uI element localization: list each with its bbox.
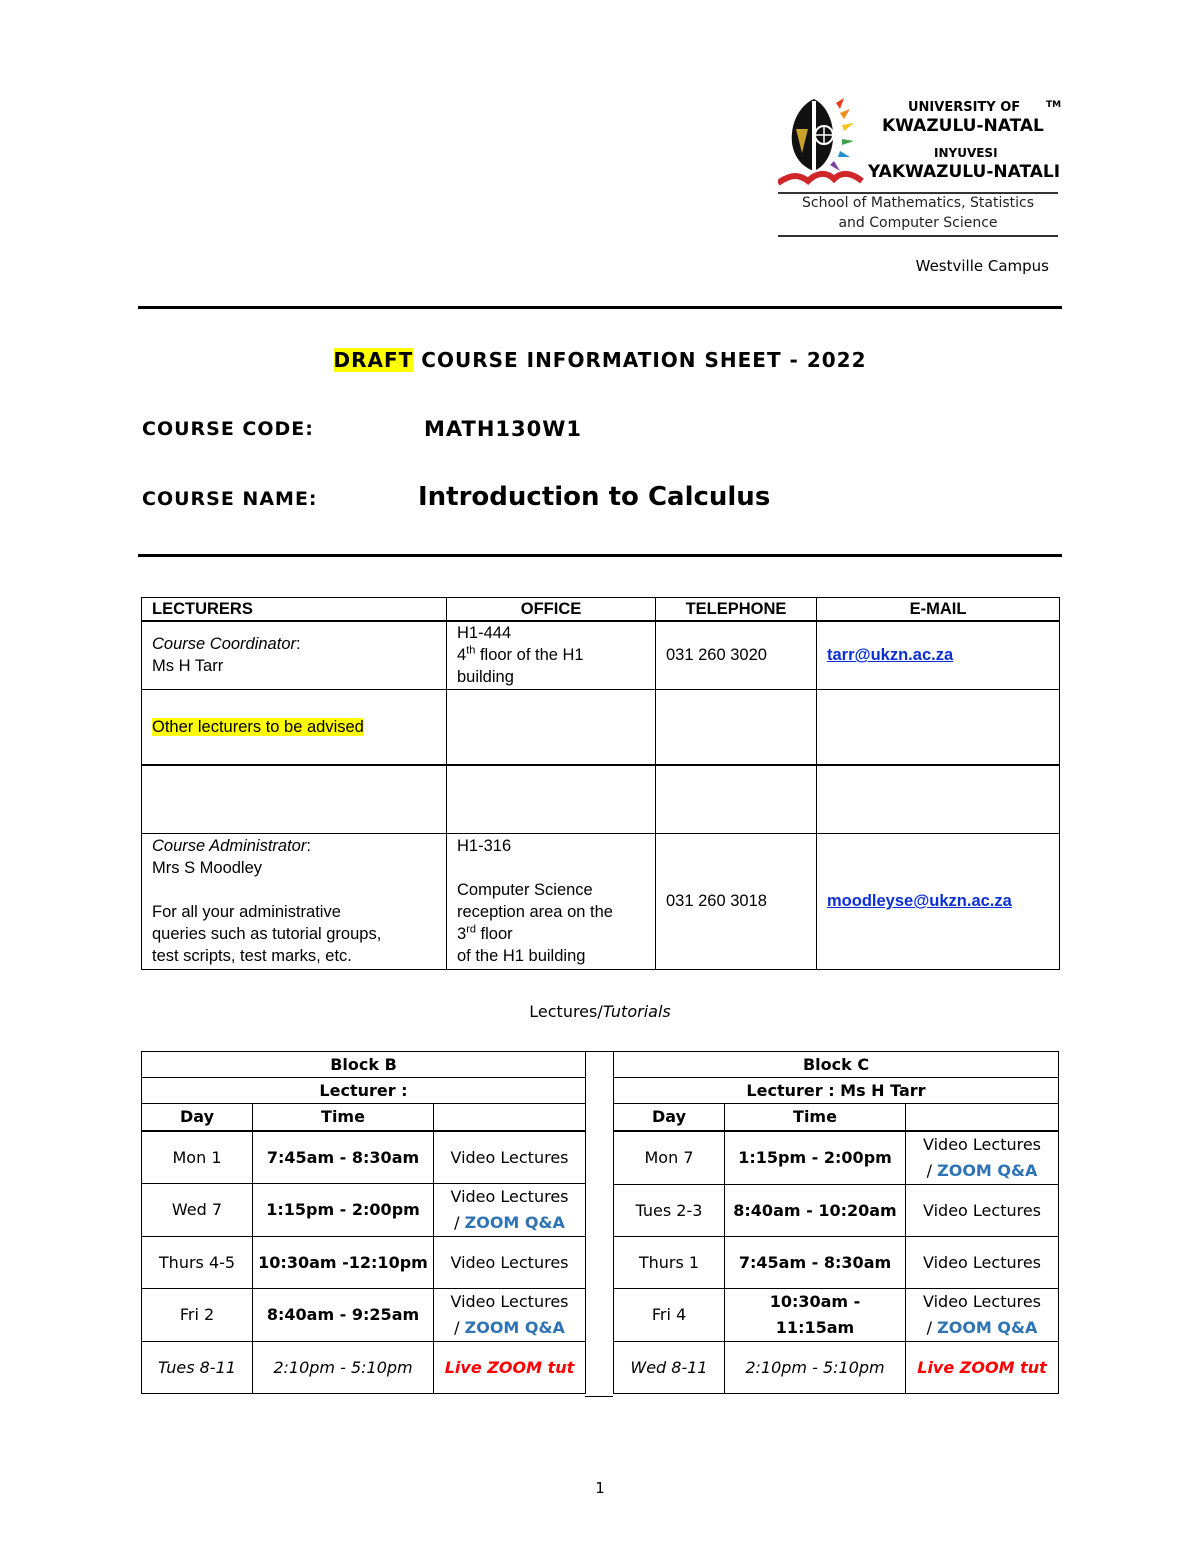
timetable-heading-tutorials: Tutorials — [602, 1002, 671, 1021]
coordinator-role-colon: : — [296, 635, 301, 654]
header-telephone: TELEPHONE — [656, 598, 817, 622]
row-day: Fri 4 — [614, 1289, 725, 1342]
logo-kwazulu-natal: KWAZULU-NATAL — [882, 116, 1044, 136]
administrator-role-colon: : — [306, 837, 311, 855]
coordinator-email-cell — [817, 621, 1060, 689]
activity-separator: / — [926, 1161, 938, 1180]
other-lecturers-row — [142, 689, 1060, 765]
administrator-note-line: queries such as tutorial groups, — [152, 925, 382, 943]
block-c-day-header: Day — [614, 1104, 725, 1132]
block-c-timetable — [613, 1051, 1059, 1394]
administrator-floor-text: floor — [475, 925, 513, 943]
activity-separator: / — [454, 1213, 465, 1232]
administrator-role: Course Administrator — [152, 837, 307, 855]
logo-divider-bottom — [778, 235, 1058, 237]
empty-cell — [656, 689, 817, 765]
block-b-column-header-row — [142, 1104, 586, 1132]
activity-video: Video Lectures — [450, 1187, 569, 1206]
coordinator-cell — [142, 621, 447, 689]
activity-zoom: ZOOM Q&A — [937, 1318, 1038, 1337]
course-code-label: COURSE CODE: — [142, 418, 314, 440]
blank-row — [142, 765, 1060, 833]
administrator-office-line: Computer Science — [457, 881, 593, 899]
row-time: 10:30am - 11:15am — [725, 1289, 906, 1342]
coordinator-office — [447, 621, 656, 689]
administrator-email-cell — [817, 833, 1060, 969]
row-time: 8:40am - 9:25am — [253, 1289, 434, 1342]
top-rule — [138, 306, 1062, 309]
empty-cell — [817, 689, 1060, 765]
timetable-row — [142, 1184, 586, 1237]
row-time: 1:15pm - 2:00pm — [725, 1131, 906, 1185]
row-time: 10:30am -12:10pm — [253, 1237, 434, 1289]
activity-zoom: ZOOM Q&A — [464, 1318, 565, 1337]
block-c-title: Block C — [614, 1052, 1059, 1078]
administrator-floor-number: 3 — [457, 925, 467, 943]
block-b-title-row — [142, 1052, 586, 1078]
row-time: 7:45am - 8:30am — [725, 1237, 906, 1289]
campus-name: Westville Campus — [915, 257, 1049, 275]
row-day: Thurs 1 — [614, 1237, 725, 1289]
timetable-row — [614, 1289, 1059, 1342]
row-day: Tues 2-3 — [614, 1185, 725, 1237]
empty-cell — [656, 765, 817, 833]
row-time: 2:10pm - 5:10pm — [253, 1342, 434, 1394]
activity-video: Video Lectures — [450, 1292, 569, 1311]
timetable-row — [614, 1342, 1059, 1394]
block-c-time-header: Time — [725, 1104, 906, 1132]
coordinator-office-building: building — [457, 668, 514, 687]
other-lecturers-cell — [142, 689, 447, 765]
block-c-lecturer: Lecturer : Ms H Tarr — [614, 1078, 1059, 1104]
draft-label: DRAFT — [333, 348, 414, 372]
timetable-row — [142, 1342, 586, 1394]
row-day: Mon 1 — [142, 1131, 253, 1184]
row-day: Tues 8-11 — [142, 1342, 253, 1394]
empty-cell — [447, 765, 656, 833]
block-b-lecturer-row — [142, 1078, 586, 1104]
timetable-row — [614, 1185, 1059, 1237]
coordinator-floor-text: floor of the H1 — [475, 646, 584, 665]
header-email: E-MAIL — [817, 598, 1060, 622]
row-activity: Video Lectures — [434, 1131, 586, 1184]
coordinator-floor-suffix: th — [466, 644, 476, 657]
sheet-title — [138, 348, 1062, 372]
coordinator-email-link[interactable]: tarr@ukzn.ac.za — [827, 646, 954, 665]
lecturers-header-row — [142, 598, 1060, 622]
administrator-office — [447, 833, 656, 969]
timetable-row — [142, 1237, 586, 1289]
row-activity — [434, 1184, 586, 1237]
timetable-row — [142, 1289, 586, 1342]
block-c-activity-header — [906, 1104, 1059, 1132]
header-office: OFFICE — [447, 598, 656, 622]
activity-video: Video Lectures — [923, 1135, 1042, 1154]
activity-zoom: ZOOM Q&A — [464, 1213, 565, 1232]
block-b-day-header: Day — [142, 1104, 253, 1132]
timetable-heading — [0, 1002, 1200, 1021]
coordinator-office-room: H1-444 — [457, 624, 512, 643]
coordinator-name: Ms H Tarr — [152, 657, 224, 676]
activity-separator: / — [454, 1318, 465, 1337]
administrator-name: Mrs S Moodley — [152, 859, 263, 877]
row-activity-live: Live ZOOM tut — [434, 1342, 586, 1394]
administrator-note-line: For all your administrative — [152, 903, 341, 921]
administrator-email-link[interactable]: moodleyse@ukzn.ac.za — [827, 892, 1012, 910]
block-b-timetable — [141, 1051, 586, 1394]
logo-yakwazulu-natali: YAKWAZULU-NATALI — [868, 162, 1061, 182]
row-day: Wed 8-11 — [614, 1342, 725, 1394]
timetable-row — [142, 1131, 586, 1184]
row-activity-live: Live ZOOM tut — [906, 1342, 1059, 1394]
empty-cell — [447, 689, 656, 765]
coordinator-telephone: 031 260 3020 — [656, 621, 817, 689]
row-day: Fri 2 — [142, 1289, 253, 1342]
coordinator-role: Course Coordinator — [152, 635, 296, 654]
block-c-column-header-row — [614, 1104, 1059, 1132]
block-b-time-header: Time — [253, 1104, 434, 1132]
activity-zoom: ZOOM Q&A — [937, 1161, 1038, 1180]
row-activity — [434, 1289, 586, 1342]
logo-inyuvesi: INYUVESI — [934, 146, 998, 160]
block-c-lecturer-row — [614, 1078, 1059, 1104]
course-name-label: COURSE NAME: — [142, 488, 318, 510]
timetable-heading-lectures: Lectures/ — [529, 1002, 603, 1021]
page-number: 1 — [595, 1479, 605, 1497]
empty-cell — [142, 765, 447, 833]
sheet-title-text: COURSE INFORMATION SHEET - 2022 — [413, 348, 867, 372]
logo-university-of: UNIVERSITY OF — [908, 100, 1021, 115]
timetable-row — [614, 1131, 1059, 1185]
administrator-floor-suffix: rd — [466, 923, 476, 936]
administrator-row — [142, 833, 1060, 969]
block-b-title: Block B — [142, 1052, 586, 1078]
block-separator — [585, 1051, 613, 1397]
row-activity — [906, 1131, 1059, 1185]
block-c-title-row — [614, 1052, 1059, 1078]
row-activity — [906, 1289, 1059, 1342]
row-time: 7:45am - 8:30am — [253, 1131, 434, 1184]
header-lecturers: LECTURERS — [142, 598, 447, 622]
administrator-note-line: test scripts, test marks, etc. — [152, 947, 352, 965]
logo-divider-top — [778, 192, 1058, 194]
row-activity: Video Lectures — [906, 1185, 1059, 1237]
block-b-activity-header — [434, 1104, 586, 1132]
row-day: Mon 7 — [614, 1131, 725, 1185]
administrator-office-line: reception area on the — [457, 903, 613, 921]
block-b-lecturer: Lecturer : — [142, 1078, 586, 1104]
coordinator-floor-number: 4 — [457, 646, 467, 665]
bottom-rule — [138, 554, 1062, 557]
row-time: 1:15pm - 2:00pm — [253, 1184, 434, 1237]
activity-separator: / — [926, 1318, 938, 1337]
administrator-telephone: 031 260 3018 — [656, 833, 817, 969]
administrator-cell — [142, 833, 447, 969]
administrator-office-building: of the H1 building — [457, 947, 586, 965]
empty-cell — [817, 765, 1060, 833]
row-time: 8:40am - 10:20am — [725, 1185, 906, 1237]
row-day: Thurs 4-5 — [142, 1237, 253, 1289]
school-name-line1: School of Mathematics, Statistics — [802, 195, 1034, 211]
other-lecturers-note: Other lecturers to be advised — [152, 717, 364, 736]
row-activity: Video Lectures — [434, 1237, 586, 1289]
lecturers-table — [141, 597, 1060, 970]
school-name-line2: and Computer Science — [838, 215, 998, 231]
course-code-value: MATH130W1 — [424, 417, 583, 441]
row-day: Wed 7 — [142, 1184, 253, 1237]
timetable-row — [614, 1237, 1059, 1289]
row-activity: Video Lectures — [906, 1237, 1059, 1289]
course-name-value: Introduction to Calculus — [418, 482, 771, 512]
coordinator-row — [142, 621, 1060, 689]
logo-trademark: TM — [1046, 100, 1062, 110]
activity-video: Video Lectures — [923, 1292, 1042, 1311]
administrator-office-room: H1-316 — [457, 837, 512, 855]
row-time: 2:10pm - 5:10pm — [725, 1342, 906, 1394]
